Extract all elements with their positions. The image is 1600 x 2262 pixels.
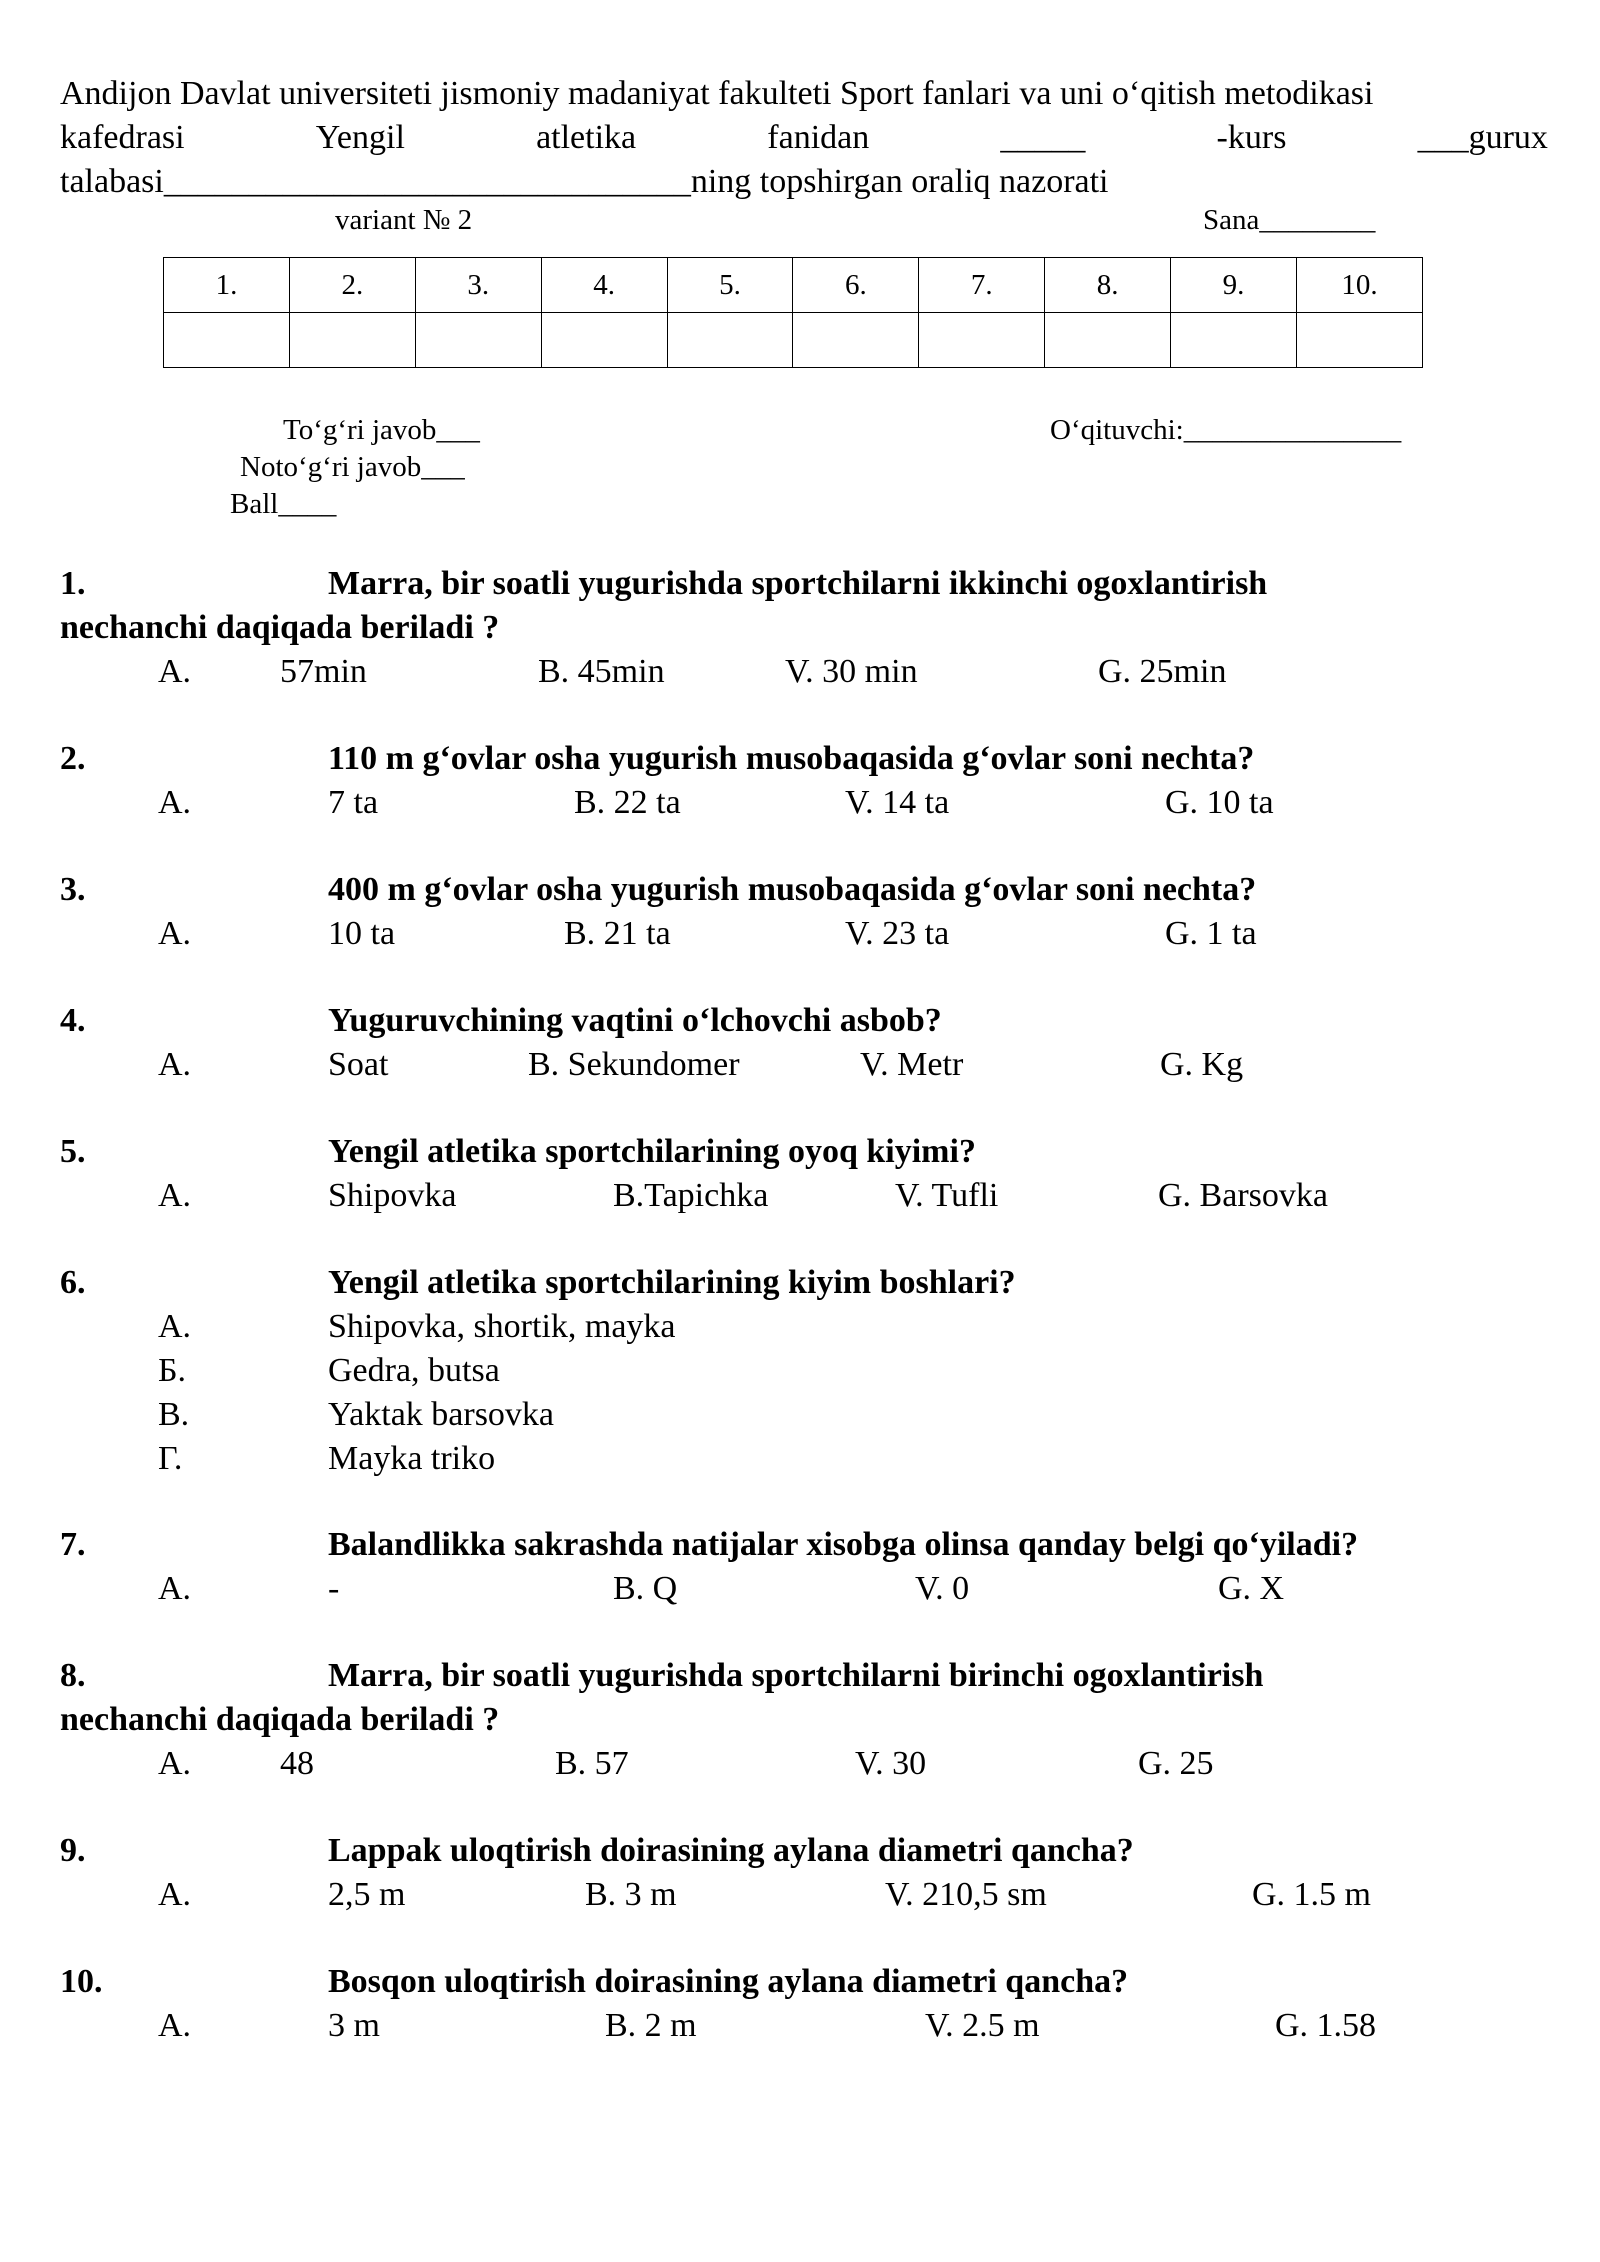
option-row <box>60 2004 1548 2048</box>
option[interactable]: B. Sekundomer <box>528 1046 740 1083</box>
header-line-1: Andijon Davlat universiteti jismoniy madaniyat fakulteti Sport fanlari va uni oʻqitish metodikasi <box>60 75 1374 112</box>
answer-grid-header: 1. <box>164 258 290 313</box>
header-word: atletika <box>536 119 637 156</box>
question-text: 110 m gʻovlar osha yugurish musobaqasida gʻovlar soni nechta? <box>328 740 1255 777</box>
answer-cell[interactable] <box>919 313 1045 368</box>
option[interactable]: 2,5 m <box>328 1876 406 1913</box>
question-text: Balandlikka sakrashda natijalar xisobga olinsa qanday belgi qoʻyiladi? <box>328 1526 1359 1563</box>
question-number: 9. <box>60 1832 86 1869</box>
option[interactable]: 7 ta <box>328 784 379 821</box>
answer-grid-header: 2. <box>289 258 415 313</box>
correct-answers-field[interactable]: Toʻgʻri javob___ <box>283 414 480 446</box>
option[interactable]: B.Tapichka <box>613 1177 769 1214</box>
answer-grid-header: 7. <box>919 258 1045 313</box>
option[interactable]: Soat <box>328 1046 389 1083</box>
answer-grid-header: 9. <box>1171 258 1297 313</box>
option[interactable]: 57min <box>280 653 367 690</box>
answer-cell[interactable] <box>541 313 667 368</box>
question-number: 3. <box>60 871 86 908</box>
question-10 <box>60 1960 1548 2048</box>
option[interactable]: 10 ta <box>328 915 396 952</box>
answer-grid-header: 10. <box>1296 258 1422 313</box>
option-row <box>60 1567 1548 1611</box>
answer-cell[interactable] <box>164 313 290 368</box>
option[interactable]: Mayka triko <box>328 1440 496 1477</box>
incorrect-answers-field[interactable]: Notoʻgʻri javob___ <box>240 451 465 483</box>
question-number: 10. <box>60 1963 103 2000</box>
question-6 <box>60 1261 1548 1481</box>
answer-cell[interactable] <box>793 313 919 368</box>
answer-cell[interactable] <box>415 313 541 368</box>
option[interactable]: Yaktak barsovka <box>328 1396 555 1433</box>
option[interactable]: G. 1.58 <box>1275 2007 1377 2044</box>
option[interactable]: V. Metr <box>860 1046 964 1083</box>
option-letter[interactable]: A. <box>158 915 192 952</box>
option[interactable]: V. 14 ta <box>845 784 950 821</box>
header-word: Yengil <box>315 119 405 156</box>
question-3 <box>60 868 1548 956</box>
question-7 <box>60 1523 1548 1611</box>
option[interactable]: V. 30 min <box>785 653 918 690</box>
option-letter[interactable]: A. <box>158 1876 192 1913</box>
question-text-continued: nechanchi daqiqada beriladi ? <box>60 609 500 646</box>
header-word: fanidan <box>767 119 870 156</box>
option[interactable]: B. Q <box>613 1570 678 1607</box>
question-text: Yengil atletika sportchilarining kiyim boshlari? <box>328 1264 1016 1301</box>
question-5 <box>60 1130 1548 1218</box>
answer-grid <box>163 257 1423 368</box>
answer-grid-header: 4. <box>541 258 667 313</box>
header-word: kafedrasi <box>60 119 185 156</box>
option[interactable]: V. Tufli <box>895 1177 999 1214</box>
option[interactable]: Gedra, butsa <box>328 1352 500 1389</box>
option[interactable]: B. 3 m <box>585 1876 677 1913</box>
question-9 <box>60 1829 1548 1917</box>
option[interactable]: B. 2 m <box>605 2007 697 2044</box>
option-letter[interactable]: A. <box>158 1745 192 1782</box>
course-blank[interactable]: _____ <box>1000 119 1086 156</box>
question-2 <box>60 737 1548 825</box>
option-letter[interactable]: Г. <box>158 1440 183 1477</box>
answer-grid-header: 5. <box>667 258 793 313</box>
question-8 <box>60 1654 1548 1786</box>
option[interactable]: 48 <box>280 1745 314 1782</box>
option[interactable]: G. 1 ta <box>1165 915 1257 952</box>
points-field[interactable]: Ball____ <box>230 488 337 520</box>
option-row <box>60 1174 1548 1218</box>
header-line-2 <box>60 116 1548 160</box>
option-row <box>60 1349 1548 1393</box>
question-number: 8. <box>60 1657 86 1694</box>
question-4 <box>60 999 1548 1087</box>
variant-label: variant № 2 <box>335 204 473 236</box>
option-row <box>60 650 1548 694</box>
header-word: -kurs <box>1216 119 1287 156</box>
header-line-3[interactable]: talabasi_______________________________ning topshirgan oraliq nazorati <box>60 163 1109 200</box>
question-text: 400 m gʻovlar osha yugurish musobaqasida gʻovlar soni nechta? <box>328 871 1257 908</box>
option[interactable]: G. X <box>1218 1570 1285 1607</box>
option-row <box>60 1305 1548 1349</box>
answer-cell[interactable] <box>289 313 415 368</box>
answer-cell[interactable] <box>1045 313 1171 368</box>
option[interactable]: G. Kg <box>1160 1046 1244 1083</box>
option-letter[interactable]: A. <box>158 653 192 690</box>
question-text: Marra, bir soatli yugurishda sportchilarni birinchi ogoxlantirish <box>328 1657 1264 1694</box>
option-letter[interactable]: A. <box>158 1570 192 1607</box>
question-number: 2. <box>60 740 86 777</box>
question-text: Lappak uloqtirish doirasining aylana diametri qancha? <box>328 1832 1134 1869</box>
answer-cell[interactable] <box>1296 313 1422 368</box>
option-row <box>60 781 1548 825</box>
teacher-field[interactable]: Oʻqituvchi:_______________ <box>1050 414 1402 446</box>
option[interactable]: G. 25 <box>1138 1745 1214 1782</box>
option[interactable]: G. 25min <box>1098 653 1227 690</box>
option-row <box>60 1393 1548 1437</box>
question-number: 5. <box>60 1133 86 1170</box>
variant-row <box>60 204 1548 240</box>
option[interactable]: Shipovka <box>328 1177 457 1214</box>
option[interactable]: B. 45min <box>538 653 665 690</box>
question-text: Bosqon uloqtirish doirasining aylana diametri qancha? <box>328 1963 1129 2000</box>
option-letter[interactable]: A. <box>158 2007 192 2044</box>
answer-grid-input-row <box>164 313 1423 368</box>
group-blank[interactable]: ___gurux <box>1417 119 1548 156</box>
option-letter[interactable]: B. <box>158 1396 190 1433</box>
option[interactable]: B. 21 ta <box>564 915 671 952</box>
option[interactable]: V. 0 <box>915 1570 970 1607</box>
question-1 <box>60 562 1548 694</box>
option[interactable]: V. 2.5 m <box>925 2007 1040 2044</box>
option-letter[interactable]: A. <box>158 1308 192 1345</box>
option[interactable]: Shipovka, shortik, mayka <box>328 1308 676 1345</box>
option-row <box>60 1742 1548 1786</box>
question-number: 1. <box>60 565 86 602</box>
exam-sheet <box>60 72 1548 240</box>
option-letter[interactable]: A. <box>158 1046 192 1083</box>
option[interactable]: V. 23 ta <box>845 915 950 952</box>
question-text-continued: nechanchi daqiqada beriladi ? <box>60 1701 500 1738</box>
option[interactable]: V. 30 <box>855 1745 927 1782</box>
answer-grid-header: 3. <box>415 258 541 313</box>
option[interactable]: G. 10 ta <box>1165 784 1274 821</box>
question-number: 6. <box>60 1264 86 1301</box>
option[interactable]: - <box>328 1570 340 1607</box>
option-row <box>60 1043 1548 1087</box>
date-field[interactable]: Sana________ <box>1203 204 1376 236</box>
answer-cell[interactable] <box>667 313 793 368</box>
option[interactable]: V. 210,5 sm <box>885 1876 1047 1913</box>
option[interactable]: G. 1.5 m <box>1252 1876 1371 1913</box>
answer-grid-header-row <box>164 258 1423 313</box>
option-row <box>60 912 1548 956</box>
question-text: Marra, bir soatli yugurishda sportchilarni ikkinchi ogoxlantirish <box>328 565 1268 602</box>
option[interactable]: 3 m <box>328 2007 380 2044</box>
option-row <box>60 1437 1548 1481</box>
question-number: 4. <box>60 1002 86 1039</box>
option-letter[interactable]: Б. <box>158 1352 187 1389</box>
answer-grid-header: 6. <box>793 258 919 313</box>
option[interactable]: G. Barsovka <box>1158 1177 1328 1214</box>
question-number: 7. <box>60 1526 86 1563</box>
answer-cell[interactable] <box>1171 313 1297 368</box>
option-letter[interactable]: A. <box>158 784 192 821</box>
option-row <box>60 1873 1548 1917</box>
option-letter[interactable]: A. <box>158 1177 192 1214</box>
option[interactable]: B. 57 <box>555 1745 629 1782</box>
question-text: Yengil atletika sportchilarining oyoq kiyimi? <box>328 1133 976 1170</box>
answer-grid-header: 8. <box>1045 258 1171 313</box>
question-text: Yuguruvchining vaqtini oʻlchovchi asbob? <box>328 1002 942 1039</box>
option[interactable]: B. 22 ta <box>574 784 681 821</box>
